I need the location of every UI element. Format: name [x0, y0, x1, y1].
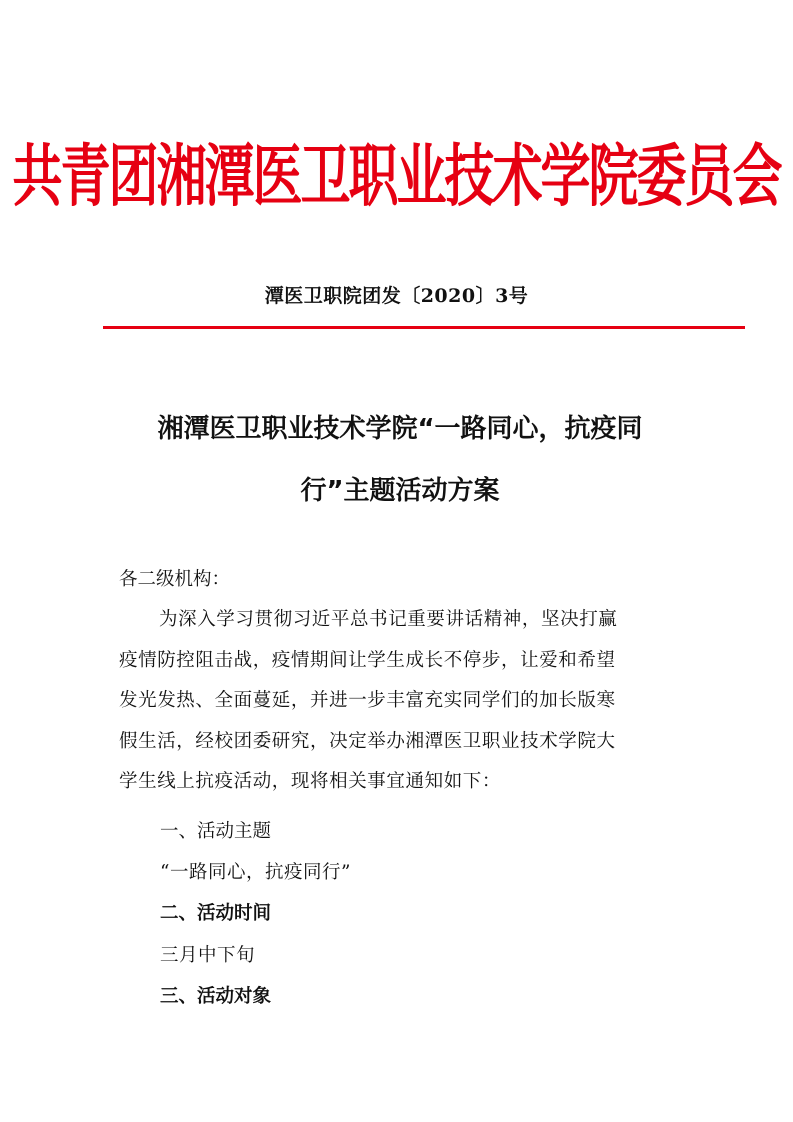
document-title: [100, 398, 700, 522]
section-content-theme: “一路同心，抗疫同行”: [160, 862, 351, 883]
red-divider-line: [103, 326, 745, 329]
document-number: 潭医卫职院团发〔2020〕3号: [264, 285, 529, 307]
section-heading-theme: 一、活动主题: [160, 821, 272, 842]
paragraph-line: 假生活，经校团委研究，决定举办湘潭医卫职业技术学院大: [119, 730, 616, 752]
paragraph-line: 疫情防控阻击战，疫情期间让学生成长不停步，让爱和希望: [119, 649, 616, 671]
document-title-line-2: 行”主题活动方案: [300, 476, 500, 506]
intro-paragraph: [119, 600, 679, 803]
salutation: 各二级机构：: [119, 569, 231, 590]
paragraph-line: 学生线上抗疫活动，现将相关事宜通知如下：: [119, 771, 502, 792]
section-heading-time: 二、活动时间: [160, 903, 272, 924]
section-heading-audience: 三、活动对象: [160, 986, 272, 1007]
paragraph-line: 为深入学习贯彻习近平总书记重要讲话精神，坚决打赢: [159, 609, 618, 630]
paragraph-line: 发光发热、全面蔓延，并进一步丰富充实同学们的加长版寒: [119, 690, 616, 711]
document-title-line-1: 湘潭医卫职业技术学院“一路同心，抗疫同: [157, 414, 643, 444]
section-content-time: 三月中下旬: [160, 945, 256, 966]
org-header-title: 共青团湘潭医卫职业技术学院委员会: [12, 137, 781, 216]
